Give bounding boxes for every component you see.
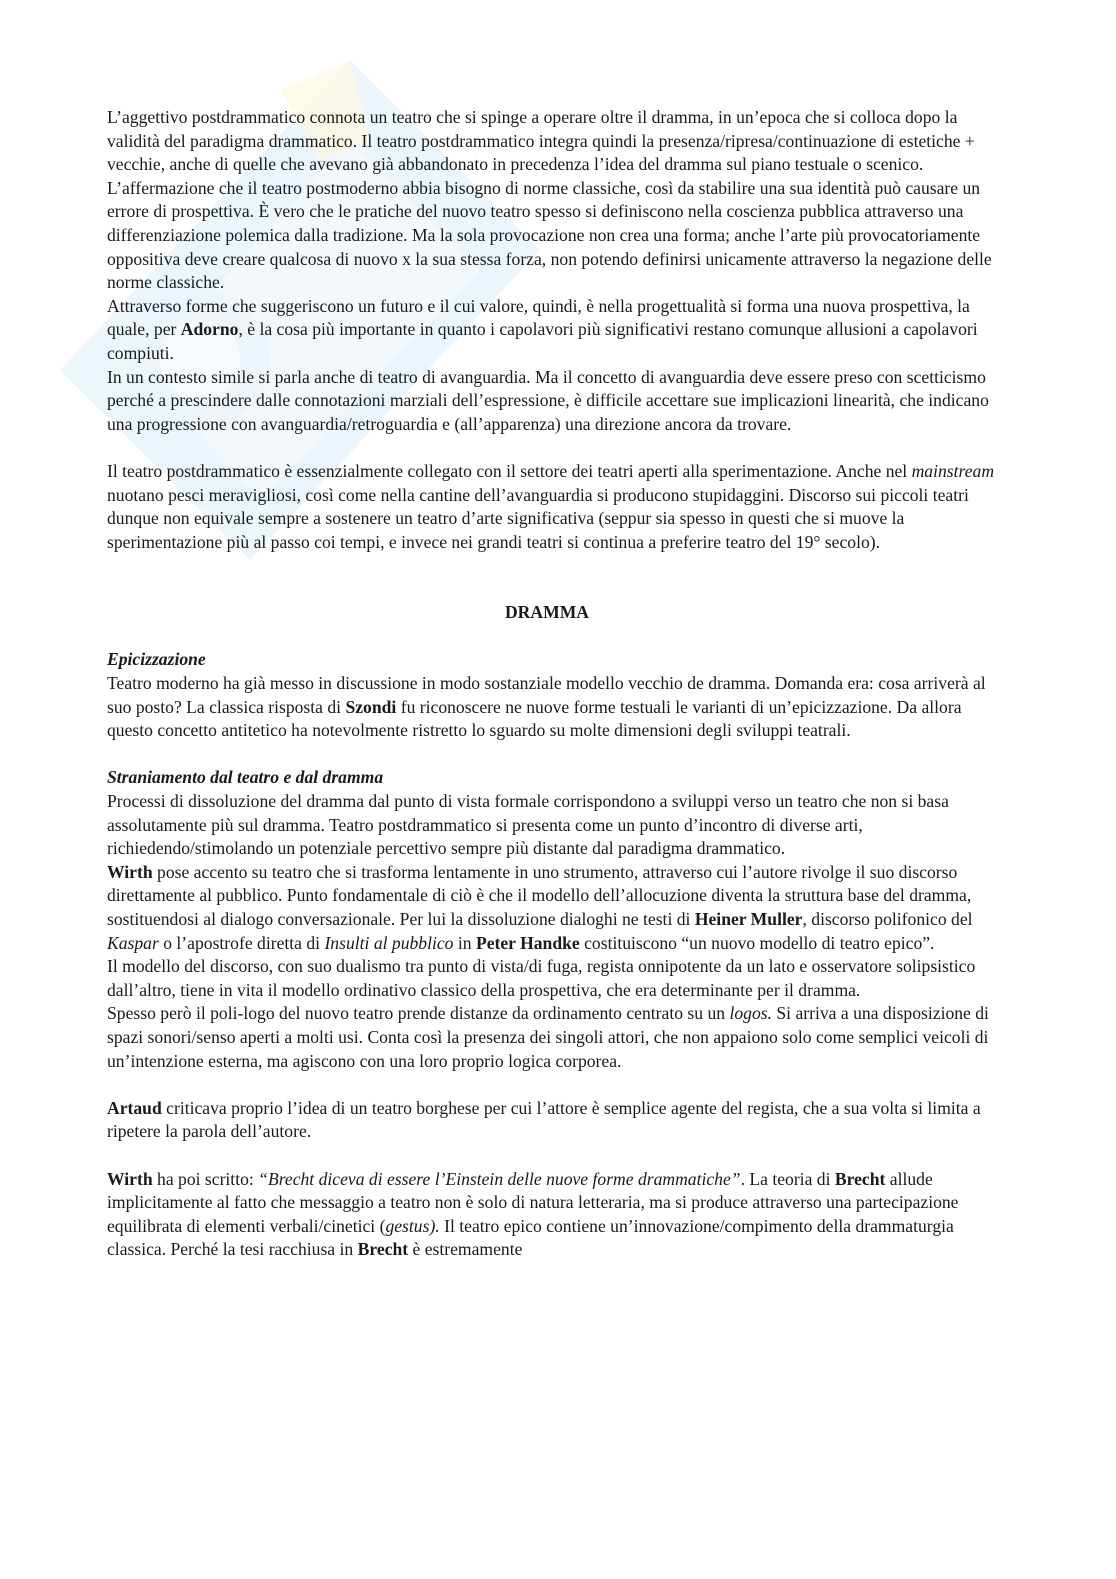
name-brecht: Brecht — [834, 1168, 886, 1189]
text-run: nuotano pesci meravigliosi, così come nella cantine dell’avanguardia si producono stupidaggini. Discorso sui piccoli teatri dunque non equivale sempre a sostenere un teatro d’arte significativa (seppur sia spesso in questi che si muove la sperimentazione più al passo coi tempi, e invece nei grandi teatri si continua a preferire teatro del 19° secolo). — [107, 484, 969, 552]
text-run: Attraverso forme che suggeriscono un futuro e il cui valore, quindi, è nella progettualità si forma una nuova prospettiva, la quale, per — [107, 295, 970, 340]
name-heiner-muller: Heiner Muller — [694, 909, 803, 929]
subheading-epicizzazione: Epicizzazione — [107, 649, 206, 670]
name-adorno: Adorno — [180, 319, 239, 340]
term-logos: logos. — [729, 1003, 772, 1024]
sperimentazione-paragraph — [107, 460, 1007, 554]
subheading-straniamento: Straniamento dal teatro e dal dramma — [107, 767, 384, 788]
text-run: costituiscono “un nuovo modello di teatro epico”. — [579, 932, 935, 953]
straniamento-paragraph-1: Processi di dissoluzione del dramma dal punto di vista formale corrispondono a sviluppi verso un teatro che non si basa assolutamente più sul dramma. Teatro postdrammatico si presenta come un punto d’incontro di diverse arti, richiedendo/stimolando un potenziale percettivo sempre più distante dal paradigma drammatico. — [107, 791, 949, 859]
text-run: o l’apostrofe diretta di — [158, 932, 325, 953]
text-run: Teatro moderno ha già messo in discussione in modo sostanziale modello vecchio de dramma. Domanda era: cosa arriverà al suo posto? La classica risposta di — [107, 673, 986, 717]
adorno-paragraph — [107, 295, 1007, 366]
text-run: fu riconoscere ne nuove forme testuali le varianti di un’epicizzazione. Da allora questo concetto antitetico ha notevolmente ristretto lo sguardo su molte dimensioni degli sviluppi teatrali. — [107, 696, 962, 741]
name-szondi: Szondi — [345, 696, 397, 717]
brecht-paragraph — [107, 1168, 1007, 1262]
term-mainstream: mainstream — [911, 460, 995, 481]
avanguardia-paragraph: In un contesto simile si parla anche di teatro di avanguardia. Ma il concetto di avanguardia deve essere preso con scetticismo perché a prescindere dalle connotazioni marziali dell’espressione, è difficile accettare sue implicazioni linearità, che indicano una progressione con avanguardia/retroguardia e (all’apparenza) una direzione ancora da trovare. — [107, 366, 989, 434]
wirth-paragraph — [107, 861, 1007, 955]
epicizzazione-paragraph — [107, 672, 1007, 743]
text-run: ha poi scritto: — [152, 1168, 259, 1189]
document-body — [107, 106, 1007, 1262]
text-run: in — [453, 932, 476, 953]
name-artaud: Artaud — [107, 1097, 162, 1118]
name-wirth: Wirth — [107, 1168, 153, 1189]
intro-paragraph-1: L’aggettivo postdrammatico connota un teatro che si spinge a operare oltre il dramma, in un’epoca che si colloca dopo la validità del paradigma drammatico. Il teatro postdrammatico integra quindi la presenza/ripresa/continuazione di estetiche + vecchie, anche di quelle che avevano già abbandonato in precedenza l’idea del dramma sul piano testuale o scenico. — [107, 107, 975, 175]
text-run: Il teatro epico contiene un’innovazione/compimento della drammaturgia classica. Perché la tesi racchiusa in — [107, 1215, 954, 1260]
polilogo-paragraph — [107, 1002, 1007, 1073]
title-kaspar: Kaspar — [107, 932, 159, 953]
title-insulti: Insulti al pubblico — [324, 932, 454, 953]
text-run: , è la cosa più importante in quanto i capolavori più significativi restano comunque allusioni a capolavori compiuti. — [107, 319, 978, 363]
text-run: è estremamente — [408, 1239, 523, 1260]
name-peter-handke: Peter Handke — [475, 932, 580, 953]
text-run: Si arriva a una disposizione di spazi sonori/senso aperti a molti usi. Conta così la presenza dei singoli attori, che non appaiono solo come semplici veicoli di un’intenzione esterna, ma agiscono con una loro proprio logica corporea. — [107, 1003, 989, 1071]
text-run: criticava proprio l’idea di un teatro borghese per cui l’attore è semplice agente del regista, che a sua volta si limita a ripetere la parola dell’autore. — [107, 1097, 981, 1142]
text-run: , discorso polifonico del — [802, 909, 973, 929]
name-wirth: Wirth — [107, 861, 153, 882]
artaud-paragraph — [107, 1097, 1007, 1144]
text-run: Spesso però il poli-logo del nuovo teatro prende distanze da ordinamento centrato su un — [107, 1003, 730, 1024]
text-run: . La teoria di — [740, 1168, 835, 1189]
text-run: Il teatro postdrammatico è essenzialmente collegato con il settore dei teatri aperti alla sperimentazione. Anche nel — [107, 460, 912, 481]
section-heading: DRAMMA — [504, 602, 590, 623]
quote-brecht: “Brecht diceva di essere l’Einstein delle nuove forme drammatiche” — [258, 1168, 741, 1189]
text-run: allude implicitamente al fatto che messaggio a teatro non è solo di natura letteraria, ma si produce attraverso una partecipazione equilibrata di elementi verbali/cinetici ( — [107, 1168, 959, 1236]
text-run: pose accento su teatro che si trasforma lentamente in uno strumento, attraverso cui l’autore rivolge il suo discorso direttamente al pubblico. Punto fondamentale di ciò è che il modello dell’allocuzione diventa la struttura base del dramma, sostituendosi al dialogo conversazionale. Per lui la dissoluzione dialoghi ne testi di — [107, 861, 972, 929]
intro-paragraph-2: L’affermazione che il teatro postmoderno abbia bisogno di norme classiche, così da stabilire una sua identità può causare un errore di prospettiva. È vero che le pratiche del nuovo teatro spesso si definiscono nella coscienza pubblica attraverso una differenziazione polemica dalla tradizione. Ma la sola provocazione non crea una forma; anche l’arte più provocatoriamente oppositiva deve creare qualcosa di nuovo x la sua stessa forza, non potendo definirsi unicamente attraverso la negazione delle norme classiche. — [107, 177, 992, 293]
term-gestus: gestus). — [385, 1215, 440, 1236]
discorso-paragraph: Il modello del discorso, con suo dualismo tra punto di vista/di fuga, regista onnipotente da un lato e osservatore solipsistico dall’altro, tiene in vita il modello ordinativo classico della prospettiva, che era determinante per il dramma. — [107, 956, 976, 1000]
name-brecht: Brecht — [357, 1239, 409, 1260]
